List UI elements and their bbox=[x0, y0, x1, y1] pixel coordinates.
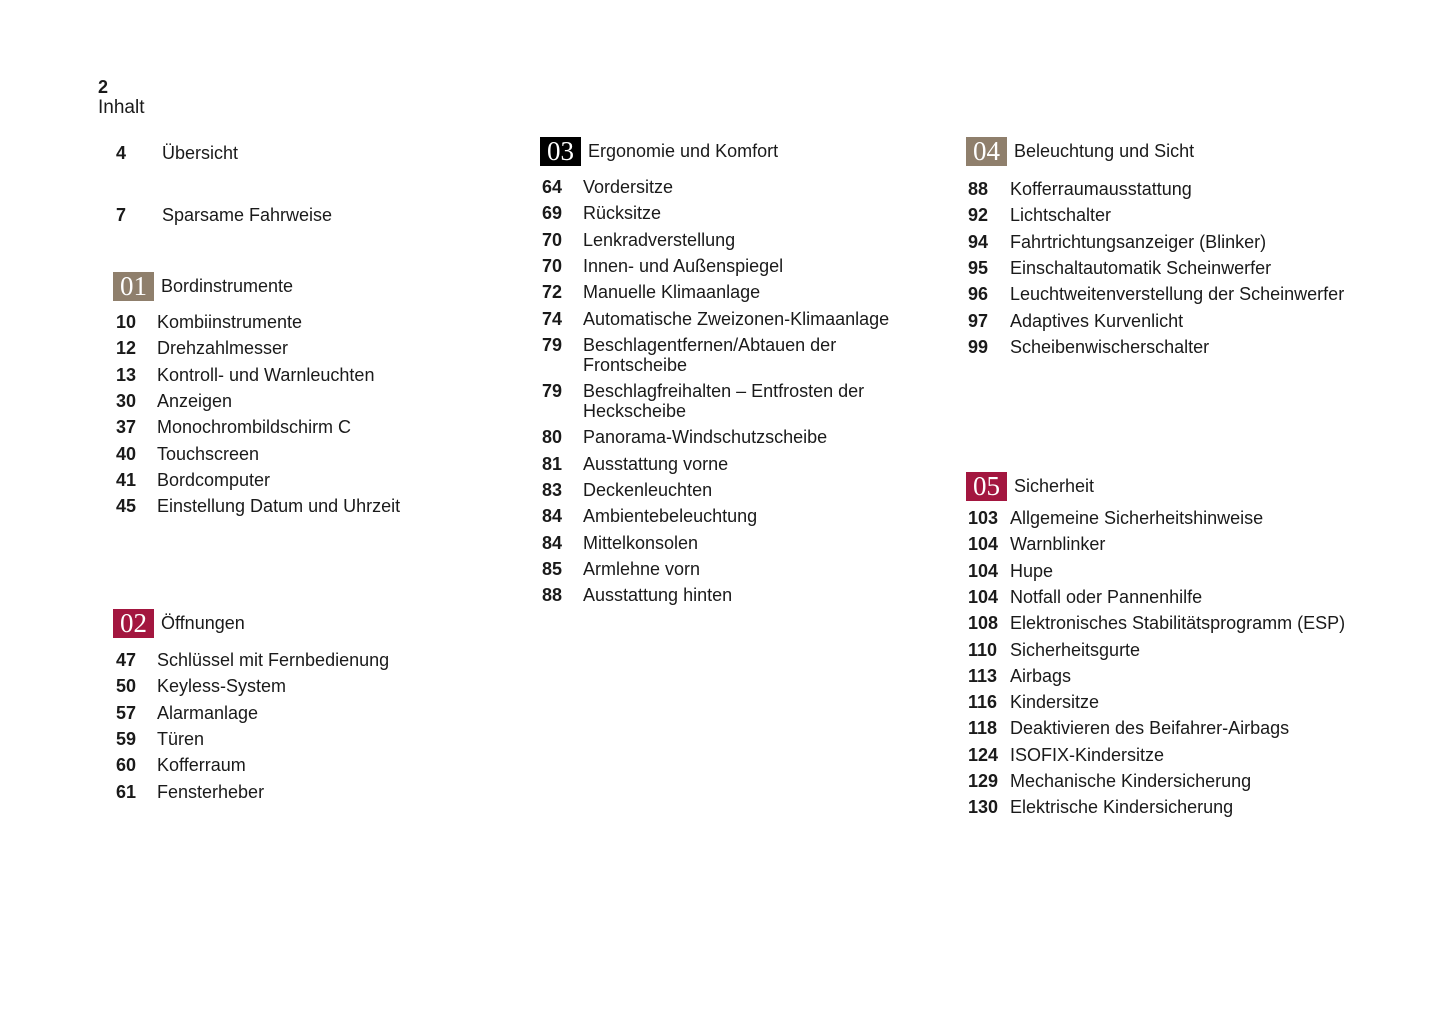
toc-label: Kombiinstrumente bbox=[157, 312, 303, 332]
toc-label: Kofferraumausstattung bbox=[1010, 179, 1192, 199]
chapter-badge: 01 bbox=[113, 272, 154, 301]
chapter-title: Beleuchtung und Sicht bbox=[1014, 141, 1195, 161]
toc-page-number: 64 bbox=[542, 177, 563, 197]
toc-label: Sicherheitsgurte bbox=[1010, 639, 1141, 660]
toc-page-number: 108 bbox=[968, 613, 999, 634]
toc-label: Innen- und Außenspiegel bbox=[583, 255, 784, 276]
toc-page-number: 74 bbox=[542, 308, 563, 329]
toc-label: Schlüssel mit Fernbedienung bbox=[157, 650, 390, 670]
chapter-header-04[interactable] bbox=[966, 137, 1194, 166]
toc-page-number: 113 bbox=[968, 665, 998, 686]
toc-page-number: 72 bbox=[542, 282, 563, 303]
toc-page-number: 12 bbox=[116, 338, 137, 359]
toc-label: Manuelle Klimaanlage bbox=[583, 282, 761, 303]
toc-page-number: 84 bbox=[542, 532, 563, 553]
chapter-badge: 05 bbox=[966, 472, 1007, 501]
toc-label: Lichtschalter bbox=[1010, 205, 1112, 226]
toc-label: Touchscreen bbox=[157, 443, 260, 464]
toc-page-number: 84 bbox=[542, 506, 563, 527]
toc-page-number: 80 bbox=[542, 427, 563, 448]
toc-page-number: 104 bbox=[968, 586, 999, 607]
toc-label: Mittelkonsolen bbox=[583, 532, 699, 553]
toc-page-number: 94 bbox=[968, 231, 989, 252]
toc-page-number: 47 bbox=[116, 650, 137, 670]
toc-page-number: 40 bbox=[116, 443, 137, 464]
toc-label: Beschlagentfernen/Abtauen der bbox=[583, 334, 837, 355]
chapter-title: Bordinstrumente bbox=[161, 276, 294, 296]
toc-label: Ambientebeleuchtung bbox=[583, 506, 758, 527]
chapter-badge: 02 bbox=[113, 609, 154, 638]
toc-label: Hupe bbox=[1010, 560, 1054, 581]
toc-page-number: 13 bbox=[116, 364, 137, 385]
toc-label: Einstellung Datum und Uhrzeit bbox=[157, 496, 401, 517]
toc-page-number: 69 bbox=[542, 203, 563, 224]
toc-label: Vordersitze bbox=[583, 177, 674, 197]
toc-label: Elektrische Kindersicherung bbox=[1010, 797, 1234, 818]
chapter-header-02[interactable] bbox=[113, 609, 245, 638]
toc-page-number: 103 bbox=[968, 508, 999, 528]
toc-page-number: 99 bbox=[968, 336, 989, 357]
toc-label: Übersicht bbox=[162, 143, 239, 163]
toc-page-number: 118 bbox=[968, 718, 998, 739]
toc-page-number: 104 bbox=[968, 534, 999, 555]
toc-label: Scheibenwischerschalter bbox=[1010, 336, 1210, 357]
toc-label: Panorama-Windschutzscheibe bbox=[583, 427, 828, 448]
toc-label: Deckenleuchten bbox=[583, 480, 713, 500]
toc-label: Ausstattung vorne bbox=[583, 453, 729, 474]
toc-page-number: 59 bbox=[116, 728, 137, 749]
toc-page-number: 97 bbox=[968, 310, 989, 331]
toc-label: Beschlagfreihalten – Entfrosten der bbox=[583, 381, 865, 402]
toc-label: Türen bbox=[157, 728, 205, 749]
toc-label: Leuchtweitenverstellung der Scheinwerfer bbox=[1010, 284, 1345, 305]
toc-label: Kindersitze bbox=[1010, 692, 1100, 713]
toc-page-number: 79 bbox=[542, 381, 563, 402]
toc-page-number: 60 bbox=[116, 755, 137, 776]
chapter-header-01[interactable] bbox=[113, 272, 293, 301]
toc-label: Warnblinker bbox=[1010, 534, 1106, 555]
toc-page-number: 95 bbox=[968, 257, 989, 278]
toc-label-continued: Frontscheibe bbox=[583, 354, 688, 375]
toc-page-number: 70 bbox=[542, 255, 563, 276]
toc-page-number: 124 bbox=[968, 744, 999, 765]
toc-label: Rücksitze bbox=[583, 203, 662, 224]
toc-page-number: 104 bbox=[968, 560, 999, 581]
toc-page-number: 79 bbox=[542, 334, 563, 355]
toc-label-continued: Heckscheibe bbox=[583, 401, 687, 422]
toc-page-number: 37 bbox=[116, 417, 137, 438]
chapter-title: Ergonomie und Komfort bbox=[588, 141, 779, 161]
toc-label: Kontroll- und Warnleuchten bbox=[157, 364, 375, 385]
toc-page-number: 50 bbox=[116, 676, 137, 697]
toc-page-number: 61 bbox=[116, 781, 137, 802]
toc-label: Kofferraum bbox=[157, 755, 246, 776]
chapter-header-03[interactable] bbox=[540, 137, 778, 166]
toc-label: Ausstattung hinten bbox=[583, 585, 733, 606]
toc-page-number: 88 bbox=[542, 585, 563, 606]
toc-page-number: 70 bbox=[542, 229, 563, 250]
toc-page-number: 83 bbox=[542, 480, 563, 500]
toc-label: Deaktivieren des Beifahrer-Airbags bbox=[1010, 718, 1290, 739]
toc-page-number: 57 bbox=[116, 702, 137, 723]
toc-page-number: 85 bbox=[542, 558, 563, 579]
toc-label: Sparsame Fahrweise bbox=[162, 205, 333, 225]
toc-label: Armlehne vorn bbox=[583, 558, 701, 579]
toc-page-number: 116 bbox=[968, 692, 998, 713]
toc-label: Allgemeine Sicherheitshinweise bbox=[1010, 508, 1264, 528]
page-number: 2 bbox=[98, 77, 109, 97]
toc-page-number: 96 bbox=[968, 284, 989, 305]
toc-label: Fensterheber bbox=[157, 781, 265, 802]
toc-label: Fahrtrichtungsanzeiger (Blinker) bbox=[1010, 231, 1267, 252]
toc-page-number: 92 bbox=[968, 205, 989, 226]
toc-label: Keyless-System bbox=[157, 676, 287, 697]
toc-label: Notfall oder Pannenhilfe bbox=[1010, 586, 1203, 607]
toc-page-number: 7 bbox=[116, 205, 127, 225]
chapter-header-05[interactable] bbox=[966, 472, 1094, 501]
toc-page-number: 30 bbox=[116, 390, 137, 411]
toc-label: Lenkradverstellung bbox=[583, 229, 736, 250]
toc-label: Bordcomputer bbox=[157, 469, 271, 490]
toc-page-number: 130 bbox=[968, 797, 999, 818]
page-title: Inhalt bbox=[98, 97, 145, 118]
toc-page-number: 129 bbox=[968, 771, 999, 791]
toc-page-number: 88 bbox=[968, 179, 989, 199]
toc-page-number: 45 bbox=[116, 496, 137, 517]
toc-label: Mechanische Kindersicherung bbox=[1010, 771, 1252, 791]
toc-page-number: 41 bbox=[116, 469, 137, 490]
toc-label: Einschaltautomatik Scheinwerfer bbox=[1010, 257, 1272, 278]
toc-label: Monochrombildschirm C bbox=[157, 417, 352, 438]
toc-label: Anzeigen bbox=[157, 390, 233, 411]
chapter-title: Öffnungen bbox=[161, 613, 245, 633]
toc-label: Adaptives Kurvenlicht bbox=[1010, 310, 1184, 331]
toc-page-number: 10 bbox=[116, 312, 137, 332]
toc-label: Airbags bbox=[1010, 665, 1072, 686]
toc-label: Elektronisches Stabilitätsprogramm (ESP) bbox=[1010, 613, 1346, 634]
chapter-title: Sicherheit bbox=[1014, 476, 1095, 496]
toc-page-number: 110 bbox=[968, 639, 998, 660]
toc-label: Alarmanlage bbox=[157, 702, 259, 723]
toc-page-number: 81 bbox=[542, 453, 563, 474]
toc-label: ISOFIX-Kindersitze bbox=[1010, 744, 1165, 765]
toc-label: Automatische Zweizonen-Klimaanlage bbox=[583, 308, 890, 329]
toc-page-number: 4 bbox=[116, 143, 127, 163]
chapter-badge: 03 bbox=[540, 137, 581, 166]
chapter-badge: 04 bbox=[966, 137, 1007, 166]
toc-label: Drehzahlmesser bbox=[157, 338, 289, 359]
